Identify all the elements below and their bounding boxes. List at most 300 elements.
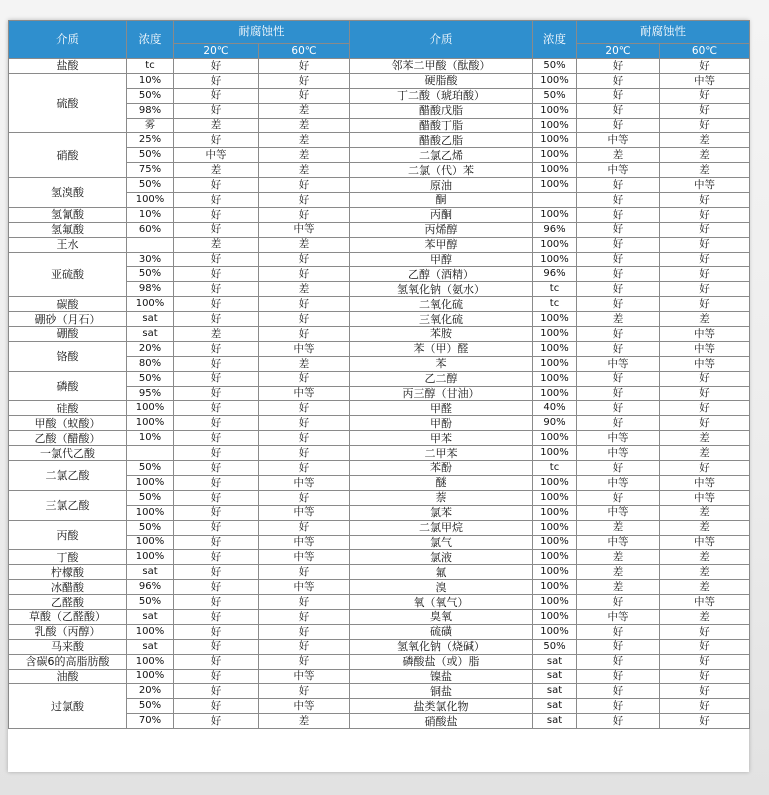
table-header	[9, 21, 750, 59]
medium-name-right: 二氯（代）苯	[350, 163, 533, 178]
resistance-20c-right: 好	[577, 669, 660, 684]
table-row	[9, 252, 750, 267]
resistance-60c-left: 好	[259, 178, 350, 193]
resistance-60c-left: 中等	[259, 341, 350, 356]
resistance-20c-left: 好	[174, 371, 259, 386]
resistance-20c-left: 好	[174, 639, 259, 654]
medium-name-right: 苯酚	[350, 461, 533, 476]
resistance-60c-left: 好	[259, 193, 350, 208]
table-row	[9, 178, 750, 193]
resistance-60c-right: 中等	[660, 327, 750, 342]
medium-name-right: 二氯乙烯	[350, 148, 533, 163]
medium-name-right: 氧（氧气）	[350, 595, 533, 610]
resistance-20c-right: 好	[577, 461, 660, 476]
concentration-right: 100%	[533, 371, 577, 386]
concentration-header-left: 浓度	[127, 21, 174, 59]
resistance-20c-right: 好	[577, 267, 660, 282]
table-row	[9, 639, 750, 654]
resistance-60c-right: 中等	[660, 490, 750, 505]
resistance-60c-left: 中等	[259, 535, 350, 550]
resistance-20c-right: 好	[577, 714, 660, 729]
medium-name-left: 三氯乙酸	[9, 490, 127, 520]
resistance-20c-right: 好	[577, 401, 660, 416]
resistance-20c-right: 中等	[577, 163, 660, 178]
concentration-right: 40%	[533, 401, 577, 416]
medium-name-right: 镍盐	[350, 669, 533, 684]
resistance-20c-right: 中等	[577, 133, 660, 148]
medium-name-left: 硫酸	[9, 73, 127, 133]
table-row	[9, 327, 750, 342]
resistance-60c-left: 好	[259, 312, 350, 327]
concentration-right: 100%	[533, 490, 577, 505]
concentration-right: 96%	[533, 267, 577, 282]
concentration-right: 100%	[533, 118, 577, 133]
concentration-right: 100%	[533, 565, 577, 580]
concentration-left: 100%	[127, 535, 174, 550]
resistance-60c-right: 好	[660, 624, 750, 639]
concentration-left: 100%	[127, 297, 174, 312]
medium-name-left: 乳酸（丙醇）	[9, 624, 127, 639]
resistance-20c-right: 好	[577, 371, 660, 386]
resistance-20c-left: 好	[174, 59, 259, 74]
medium-name-right: 丙酮	[350, 207, 533, 222]
medium-name-left: 盐酸	[9, 59, 127, 74]
resistance-60c-right: 差	[660, 133, 750, 148]
medium-name-right: 硝酸盐	[350, 714, 533, 729]
concentration-left: 50%	[127, 178, 174, 193]
concentration-right: 100%	[533, 73, 577, 88]
resistance-60c-right: 中等	[660, 178, 750, 193]
concentration-right: 100%	[533, 356, 577, 371]
resistance-60c-left: 中等	[259, 580, 350, 595]
resistance-20c-left: 好	[174, 416, 259, 431]
resistance-60c-left: 好	[259, 609, 350, 624]
resistance-20c-left: 差	[174, 163, 259, 178]
table-row	[9, 669, 750, 684]
concentration-left: 80%	[127, 356, 174, 371]
chemical-resistance-table	[8, 20, 750, 729]
resistance-20c-right: 好	[577, 193, 660, 208]
medium-name-right: 苯	[350, 356, 533, 371]
resistance-20c-left: 差	[174, 327, 259, 342]
resistance-60c-left: 好	[259, 73, 350, 88]
concentration-left: 70%	[127, 714, 174, 729]
concentration-left: 50%	[127, 595, 174, 610]
concentration-right: sat	[533, 669, 577, 684]
resistance-60c-right: 好	[660, 59, 750, 74]
medium-name-right: 氯气	[350, 535, 533, 550]
resistance-60c-right: 好	[660, 118, 750, 133]
concentration-left: 98%	[127, 103, 174, 118]
resistance-20c-left: 好	[174, 178, 259, 193]
resistance-20c-left: 好	[174, 431, 259, 446]
resistance-60c-left: 好	[259, 327, 350, 342]
resistance-20c-right: 好	[577, 386, 660, 401]
medium-name-right: 氯苯	[350, 505, 533, 520]
medium-name-right: 苯胺	[350, 327, 533, 342]
medium-name-right: 铜盐	[350, 684, 533, 699]
resistance-20c-right: 好	[577, 178, 660, 193]
concentration-left: 25%	[127, 133, 174, 148]
resistance-60c-right: 好	[660, 282, 750, 297]
resistance-20c-right: 好	[577, 341, 660, 356]
resistance-20c-left: 好	[174, 282, 259, 297]
medium-name-right: 硫磺	[350, 624, 533, 639]
concentration-left: 雾	[127, 118, 174, 133]
concentration-left: 98%	[127, 282, 174, 297]
resistance-20c-right: 中等	[577, 431, 660, 446]
resistance-60c-left: 好	[259, 88, 350, 103]
concentration-right: 100%	[533, 163, 577, 178]
concentration-left: 30%	[127, 252, 174, 267]
table-row	[9, 684, 750, 699]
resistance-20c-left: 好	[174, 684, 259, 699]
concentration-right: 100%	[533, 237, 577, 252]
resistance-60c-right: 中等	[660, 356, 750, 371]
table-row	[9, 609, 750, 624]
concentration-right: 100%	[533, 595, 577, 610]
resistance-60c-left: 好	[259, 520, 350, 535]
resistance-20c-right: 中等	[577, 446, 660, 461]
concentration-left: 10%	[127, 73, 174, 88]
medium-name-right: 醋酸丁脂	[350, 118, 533, 133]
concentration-right: tc	[533, 297, 577, 312]
medium-name-right: 丁二酸（琥珀酸）	[350, 88, 533, 103]
concentration-right: sat	[533, 684, 577, 699]
resistance-60c-right: 中等	[660, 341, 750, 356]
resistance-20c-left: 好	[174, 267, 259, 282]
concentration-right: 100%	[533, 386, 577, 401]
medium-name-right: 甲醛	[350, 401, 533, 416]
chemical-resistance-sheet	[8, 20, 749, 772]
resistance-60c-right: 中等	[660, 73, 750, 88]
resistance-20c-right: 好	[577, 88, 660, 103]
resistance-20c-right: 好	[577, 297, 660, 312]
resistance-20c-left: 好	[174, 103, 259, 118]
resistance-20c-right: 好	[577, 684, 660, 699]
concentration-left: 50%	[127, 699, 174, 714]
temp-20-header-left: 20℃	[174, 44, 259, 59]
resistance-20c-right: 好	[577, 282, 660, 297]
table-row	[9, 580, 750, 595]
medium-name-right: 臭氧	[350, 609, 533, 624]
concentration-left: 50%	[127, 148, 174, 163]
medium-name-right: 丙烯醇	[350, 222, 533, 237]
resistance-60c-right: 差	[660, 148, 750, 163]
medium-name-right: 氢氧化钠（氨水）	[350, 282, 533, 297]
resistance-60c-left: 差	[259, 282, 350, 297]
table-row	[9, 550, 750, 565]
concentration-left: 50%	[127, 371, 174, 386]
resistance-60c-right: 差	[660, 505, 750, 520]
resistance-60c-left: 差	[259, 118, 350, 133]
resistance-60c-left: 好	[259, 624, 350, 639]
resistance-60c-left: 好	[259, 684, 350, 699]
resistance-60c-right: 好	[660, 88, 750, 103]
resistance-60c-left: 好	[259, 565, 350, 580]
table-row	[9, 565, 750, 580]
resistance-60c-right: 差	[660, 580, 750, 595]
resistance-60c-right: 好	[660, 639, 750, 654]
medium-name-left: 一氯代乙酸	[9, 446, 127, 461]
medium-name-right: 二甲苯	[350, 446, 533, 461]
medium-name-left: 磷酸	[9, 371, 127, 401]
resistance-20c-right: 好	[577, 639, 660, 654]
resistance-20c-left: 好	[174, 520, 259, 535]
concentration-right: 100%	[533, 327, 577, 342]
resistance-60c-right: 好	[660, 193, 750, 208]
resistance-20c-right: 好	[577, 207, 660, 222]
concentration-right: 100%	[533, 580, 577, 595]
table-row	[9, 416, 750, 431]
resistance-60c-left: 差	[259, 103, 350, 118]
resistance-60c-left: 差	[259, 356, 350, 371]
concentration-right: 100%	[533, 252, 577, 267]
medium-name-right: 氟	[350, 565, 533, 580]
medium-name-right: 乙醇（酒精）	[350, 267, 533, 282]
medium-name-right: 氯液	[350, 550, 533, 565]
resistance-20c-right: 好	[577, 624, 660, 639]
resistance-60c-right: 好	[660, 401, 750, 416]
resistance-60c-right: 中等	[660, 535, 750, 550]
concentration-left: 50%	[127, 88, 174, 103]
resistance-20c-left: 好	[174, 133, 259, 148]
medium-name-right: 乙二醇	[350, 371, 533, 386]
medium-name-left: 柠檬酸	[9, 565, 127, 580]
resistance-60c-left: 好	[259, 207, 350, 222]
resistance-60c-left: 好	[259, 371, 350, 386]
resistance-60c-right: 中等	[660, 595, 750, 610]
table-row	[9, 595, 750, 610]
resistance-60c-right: 好	[660, 461, 750, 476]
resistance-20c-right: 中等	[577, 535, 660, 550]
table-row	[9, 59, 750, 74]
medium-name-right: 二氧化硫	[350, 297, 533, 312]
resistance-20c-left: 好	[174, 669, 259, 684]
resistance-20c-right: 好	[577, 416, 660, 431]
resistance-60c-right: 好	[660, 386, 750, 401]
resistance-20c-right: 差	[577, 148, 660, 163]
resistance-20c-left: 好	[174, 699, 259, 714]
table-row	[9, 297, 750, 312]
resistance-60c-right: 好	[660, 267, 750, 282]
resistance-20c-left: 好	[174, 461, 259, 476]
medium-name-right: 溴	[350, 580, 533, 595]
resistance-60c-left: 中等	[259, 505, 350, 520]
medium-name-left: 硼酸	[9, 327, 127, 342]
concentration-right: 100%	[533, 475, 577, 490]
concentration-right: 96%	[533, 222, 577, 237]
resistance-60c-left: 中等	[259, 475, 350, 490]
medium-name-left: 含碳6的高脂肪酸	[9, 654, 127, 669]
concentration-left: 60%	[127, 222, 174, 237]
concentration-right: 100%	[533, 207, 577, 222]
resistance-60c-left: 差	[259, 148, 350, 163]
resistance-20c-left: 好	[174, 714, 259, 729]
resistance-60c-right: 差	[660, 312, 750, 327]
resistance-20c-right: 好	[577, 103, 660, 118]
medium-name-left: 乙酸（醋酸）	[9, 431, 127, 446]
resistance-20c-left: 好	[174, 595, 259, 610]
resistance-60c-right: 差	[660, 446, 750, 461]
medium-name-left: 甲酸（蚁酸）	[9, 416, 127, 431]
resistance-20c-right: 好	[577, 118, 660, 133]
resistance-60c-left: 中等	[259, 699, 350, 714]
medium-name-left: 王水	[9, 237, 127, 252]
table-row	[9, 207, 750, 222]
medium-name-right: 三氧化硫	[350, 312, 533, 327]
concentration-left: 10%	[127, 431, 174, 446]
medium-name-right: 二氯甲烷	[350, 520, 533, 535]
resistance-20c-left: 好	[174, 446, 259, 461]
medium-name-right: 甲酚	[350, 416, 533, 431]
resistance-20c-right: 好	[577, 237, 660, 252]
concentration-left	[127, 237, 174, 252]
concentration-left: 100%	[127, 475, 174, 490]
concentration-left: 50%	[127, 520, 174, 535]
resistance-20c-left: 好	[174, 341, 259, 356]
resistance-60c-right: 好	[660, 669, 750, 684]
concentration-header-right: 浓度	[533, 21, 577, 59]
resistance-20c-left: 好	[174, 580, 259, 595]
concentration-right: sat	[533, 714, 577, 729]
medium-name-left: 马来酸	[9, 639, 127, 654]
resistance-20c-right: 好	[577, 252, 660, 267]
table-body	[9, 59, 750, 729]
concentration-left: 100%	[127, 624, 174, 639]
resistance-20c-right: 差	[577, 550, 660, 565]
resistance-60c-left: 好	[259, 297, 350, 312]
medium-name-right: 甲醇	[350, 252, 533, 267]
table-row	[9, 73, 750, 88]
resistance-60c-left: 好	[259, 639, 350, 654]
resistance-20c-left: 好	[174, 312, 259, 327]
resistance-60c-right: 好	[660, 252, 750, 267]
resistance-20c-right: 差	[577, 520, 660, 535]
resistance-60c-right: 好	[660, 237, 750, 252]
table-row	[9, 624, 750, 639]
medium-name-right: 氢氧化钠（烧碱）	[350, 639, 533, 654]
resistance-60c-left: 中等	[259, 222, 350, 237]
resistance-20c-left: 好	[174, 222, 259, 237]
resistance-20c-right: 好	[577, 490, 660, 505]
concentration-right: 100%	[533, 609, 577, 624]
concentration-right: tc	[533, 461, 577, 476]
concentration-left: 50%	[127, 461, 174, 476]
medium-name-right: 苯甲醇	[350, 237, 533, 252]
concentration-left: sat	[127, 565, 174, 580]
concentration-right: 100%	[533, 148, 577, 163]
resistance-60c-left: 好	[259, 59, 350, 74]
resistance-60c-right: 好	[660, 371, 750, 386]
medium-name-left: 铬酸	[9, 341, 127, 371]
resistance-60c-right: 差	[660, 609, 750, 624]
resistance-60c-left: 差	[259, 714, 350, 729]
medium-header-right: 介质	[350, 21, 533, 59]
resistance-20c-left: 差	[174, 118, 259, 133]
resistance-60c-right: 好	[660, 684, 750, 699]
medium-name-left: 硝酸	[9, 133, 127, 178]
table-row	[9, 654, 750, 669]
table-row	[9, 222, 750, 237]
resistance-60c-right: 好	[660, 297, 750, 312]
table-row	[9, 520, 750, 535]
concentration-left: 20%	[127, 684, 174, 699]
concentration-left	[127, 446, 174, 461]
concentration-left: 100%	[127, 193, 174, 208]
resistance-60c-right: 好	[660, 103, 750, 118]
resistance-60c-right: 好	[660, 222, 750, 237]
concentration-right: 50%	[533, 88, 577, 103]
medium-name-right: 硬脂酸	[350, 73, 533, 88]
concentration-left: sat	[127, 639, 174, 654]
concentration-left: 50%	[127, 490, 174, 505]
concentration-left: 50%	[127, 267, 174, 282]
resistance-60c-right: 差	[660, 431, 750, 446]
medium-name-right: 丙三醇（甘油）	[350, 386, 533, 401]
medium-name-left: 丙酸	[9, 520, 127, 550]
resistance-60c-left: 差	[259, 163, 350, 178]
table-row	[9, 341, 750, 356]
resistance-60c-left: 好	[259, 461, 350, 476]
table-row	[9, 312, 750, 327]
concentration-right	[533, 193, 577, 208]
medium-name-left: 硅酸	[9, 401, 127, 416]
concentration-right: 100%	[533, 133, 577, 148]
resistance-60c-right: 好	[660, 207, 750, 222]
resistance-20c-left: 好	[174, 356, 259, 371]
resistance-20c-right: 中等	[577, 505, 660, 520]
concentration-left: sat	[127, 312, 174, 327]
resistance-60c-right: 好	[660, 699, 750, 714]
concentration-right: 100%	[533, 103, 577, 118]
resistance-60c-right: 好	[660, 714, 750, 729]
concentration-right: 100%	[533, 446, 577, 461]
table-row	[9, 371, 750, 386]
table-row	[9, 490, 750, 505]
medium-name-right: 醋酸乙脂	[350, 133, 533, 148]
resistance-20c-left: 差	[174, 237, 259, 252]
medium-name-right: 萘	[350, 490, 533, 505]
resistance-60c-left: 好	[259, 595, 350, 610]
resistance-20c-left: 好	[174, 386, 259, 401]
resistance-20c-left: 好	[174, 565, 259, 580]
resistance-header-left: 耐腐蚀性	[174, 21, 350, 44]
resistance-60c-right: 差	[660, 163, 750, 178]
resistance-header-right: 耐腐蚀性	[577, 21, 750, 44]
concentration-left: 100%	[127, 401, 174, 416]
medium-name-right: 原油	[350, 178, 533, 193]
resistance-60c-left: 好	[259, 654, 350, 669]
resistance-20c-right: 好	[577, 327, 660, 342]
table-row	[9, 133, 750, 148]
resistance-20c-left: 中等	[174, 148, 259, 163]
medium-name-left: 丁酸	[9, 550, 127, 565]
medium-header-left: 介质	[9, 21, 127, 59]
medium-name-left: 冰醋酸	[9, 580, 127, 595]
concentration-left: 100%	[127, 505, 174, 520]
resistance-20c-right: 好	[577, 654, 660, 669]
resistance-20c-left: 好	[174, 490, 259, 505]
concentration-right: 100%	[533, 520, 577, 535]
resistance-20c-right: 好	[577, 59, 660, 74]
resistance-60c-left: 好	[259, 267, 350, 282]
concentration-left: 20%	[127, 341, 174, 356]
resistance-60c-right: 好	[660, 416, 750, 431]
medium-name-left: 氢氟酸	[9, 222, 127, 237]
medium-name-right: 酮	[350, 193, 533, 208]
resistance-20c-left: 好	[174, 654, 259, 669]
